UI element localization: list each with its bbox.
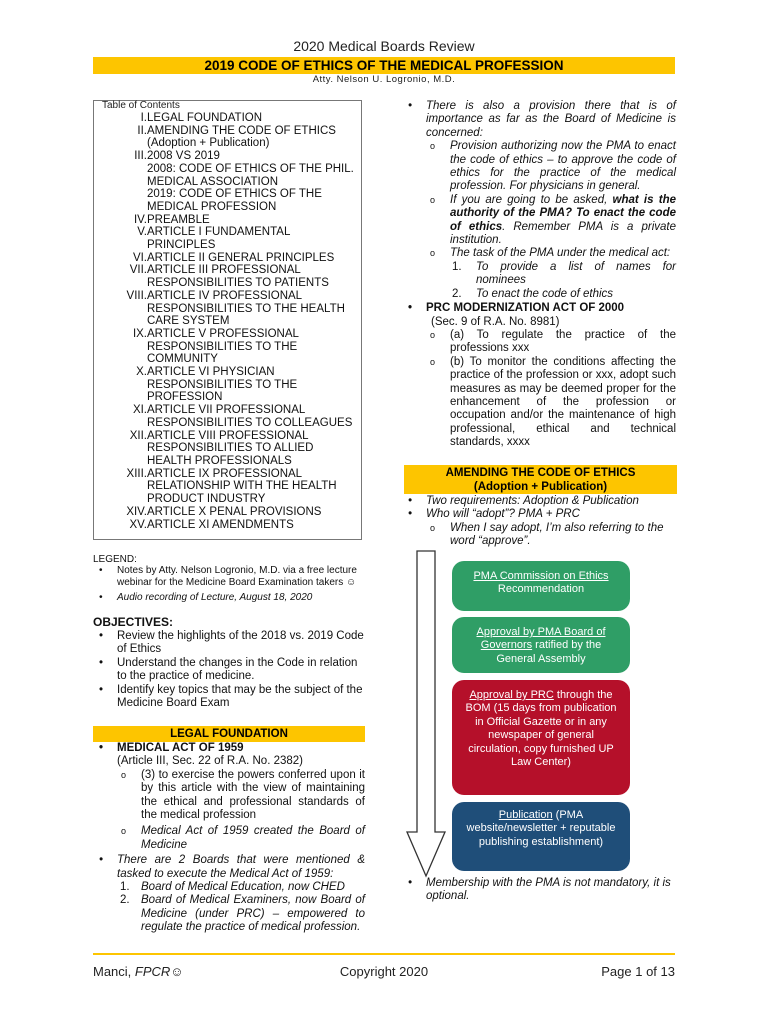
toc-item-text: ARTICLE X PENAL PROVISIONS [147, 505, 322, 518]
toc-item-number: I. [140, 112, 147, 124]
amending-bar-subtitle: (Adoption + Publication) [473, 481, 608, 493]
amending-item-2: • Who will “adopt”? PMA + PRC [402, 508, 676, 521]
footer-divider [93, 953, 675, 955]
toc-item-number: V. [137, 226, 147, 239]
toc-item [94, 519, 361, 532]
membership-text: • Membership with the PMA is not mandatory, it is optional. [402, 877, 676, 904]
smiley-icon: ☺ [170, 964, 184, 979]
toc-item-text: ARTICLE IV PROFESSIONAL RESPONSIBILITIES TO THE HEALTH CARE SYSTEM [147, 289, 345, 328]
toc-item-text: 2008: CODE OF ETHICS OF THE PHIL. MEDICAL ASSOCIATION [147, 162, 354, 188]
toc-item-number: II. [137, 124, 147, 137]
objectives-list [93, 630, 365, 710]
objectives-heading: OBJECTIVES: [93, 615, 174, 629]
flow-box-4-text: (PMA website/newsletter + reputable publishing establishment) [466, 809, 616, 848]
objective-item: • Review the highlights of the 2018 vs. 2019 Code of Ethics [93, 630, 365, 657]
down-arrow-icon [405, 550, 447, 880]
task-text-1: To provide a list of names for nominees [476, 260, 676, 287]
legal-foundation-content [93, 742, 365, 935]
provision-sub-2-b: what is the authority of the PMA? To enact the code of ethics [450, 193, 676, 233]
task-number-1: 1. [452, 260, 462, 273]
legend-audio: • Audio recording of Lecture, August 18, 2020 [93, 592, 365, 604]
flow-box-publication [452, 802, 630, 871]
prc-act-title: • PRC MODERNIZATION ACT OF 2000 [402, 302, 676, 315]
toc-item-text: ARTICLE VIII PROFESSIONAL RESPONSIBILITIES TO ALLIED HEALTH PROFESSIONALS [147, 429, 314, 467]
toc-item-number: VI. [132, 251, 147, 264]
prc-sub-b: o (b) To monitor the conditions affecting the practice of the profession or xxx, adopt such measures as may be deemed proper for the enhancement of the profession or occupation and/or the maintenance of high professional, ethical and technical standards, xxxx [426, 356, 676, 450]
toc-item-text: ARTICLE V PROFESSIONAL RESPONSIBILITIES TO THE COMMUNITY [147, 327, 299, 366]
objective-item: • Identify key topics that may be the subject of the Medicine Board Exam [93, 684, 365, 711]
toc-item [94, 125, 361, 150]
amending-item-1: • Two requirements: Adoption & Publication [402, 495, 676, 508]
toc-item-number: IX. [132, 327, 147, 340]
legend-list [93, 565, 365, 604]
flow-box-3-title: Approval by PRC [469, 689, 554, 701]
toc-item-number: IV. [133, 213, 147, 226]
provision-sub-2 [426, 194, 676, 248]
toc-item-text: ARTICLE XI AMENDMENTS [147, 518, 294, 531]
medical-act-title: • MEDICAL ACT OF 1959 [93, 742, 365, 755]
board-number-2: 2. [120, 894, 130, 907]
toc-item-number: XII. [129, 429, 147, 442]
flow-box-2-title: Approval by PMA Board of Governors [476, 626, 606, 652]
toc-item-text: ARTICLE VI PHYSICIAN RESPONSIBILITIES TO THE PROFESSION [147, 366, 298, 404]
toc-item-text: 2019: CODE OF ETHICS OF THE MEDICAL PROFESSION [147, 188, 322, 213]
flow-box-pma-commission [452, 561, 630, 611]
provision-sub-2-a: If you are going to be asked, [450, 193, 613, 206]
amending-sub-item: o When I say adopt, I’m also referring to the word “approve”. [426, 522, 676, 549]
task-item-1 [426, 261, 676, 288]
toc-item [94, 506, 361, 519]
author-line: Atty. Nelson U. Logronio, M.D. [312, 74, 456, 85]
toc-item-text: ARTICLE IX PROFESSIONAL RELATIONSHIP WITH THE HEALTH PRODUCT INDUSTRY [147, 467, 337, 506]
amending-bar-title: AMENDING THE CODE OF ETHICS [445, 467, 636, 479]
amending-list [402, 495, 676, 549]
board-text-2: Board of Medical Examiners, now Board of Medicine (under PRC) – empowered to regulate the practice of medical profession. [141, 894, 365, 934]
provision-sub-1: o Provision authorizing now the PMA to enact the code of ethics – to approve the code of ethics for the practice of the medical profession. For physicians in general. [426, 140, 676, 194]
toc-item [94, 290, 361, 328]
toc-item-text: (Adoption + Publication) [147, 137, 270, 150]
objective-item: • Understand the changes in the Code in relation to the practice of medicine. [93, 657, 365, 684]
flow-box-prc-approval [452, 680, 630, 795]
provision-intro: • There is also a provision there that is of importance as far as the Board of Medicine is concerned: [402, 100, 676, 140]
toc-item-number: XI. [132, 404, 147, 417]
table-of-contents [93, 100, 362, 540]
legend-notes: • Notes by Atty. Nelson Logronio, M.D. via a free lecture webinar for the Medicine Board Examination takers ☺ [93, 565, 365, 589]
medical-act-sub-1: o (3) to exercise the powers conferred upon it by this article with the view of maintaining the ethical and professional standards of the medical profession [117, 769, 365, 823]
toc-item-text: ARTICLE VII PROFESSIONAL RESPONSIBILITIES TO COLLEAGUES [147, 404, 353, 429]
board-item-1 [117, 881, 365, 894]
toc-item-number: VII. [129, 264, 147, 277]
toc-item-number: III. [134, 150, 147, 163]
toc-title: Table of Contents [102, 100, 180, 111]
legal-foundation-bar: LEGAL FOUNDATION [93, 726, 365, 742]
toc-item-text: AMENDING THE CODE OF ETHICS [147, 124, 336, 137]
toc-item-number: VIII. [126, 289, 147, 302]
toc-item-text: 2008 VS 2019 [147, 150, 220, 163]
toc-item [94, 214, 361, 227]
flow-box-board-of-governors [452, 617, 630, 673]
toc-item [94, 226, 361, 251]
toc-item-text: ARTICLE II GENERAL PRINCIPLES [147, 251, 335, 264]
membership-note [402, 877, 676, 904]
toc-list [94, 112, 361, 531]
toc-item-number: XV. [129, 518, 147, 531]
right-column-top [402, 100, 676, 450]
board-text-1: Board of Medical Education, now CHED [141, 881, 345, 894]
footer-copyright: Copyright 2020 [339, 964, 429, 979]
toc-item [94, 150, 361, 214]
flow-box-2-text: ratified by the General Assembly [496, 639, 602, 665]
legend-label: LEGEND: [93, 554, 137, 565]
toc-item-text: ARTICLE I FUNDAMENTAL PRINCIPLES [147, 226, 290, 252]
prc-sub-a: o (a) To regulate the practice of the professions xxx [426, 329, 676, 356]
toc-item-text: PREAMBLE [147, 213, 210, 226]
toc-item [94, 252, 361, 265]
toc-item-number: XIV. [126, 505, 147, 518]
course-header: 2020 Medical Boards Review [293, 38, 475, 54]
prc-act-ref: (Sec. 9 of R.A. No. 8981) [431, 315, 560, 328]
boards-intro: • There are 2 Boards that were mentioned & tasked to execute the Medical Act of 1959: [93, 854, 365, 881]
medical-act-sub-2: o Medical Act of 1959 created the Board of Medicine [117, 825, 365, 852]
medical-act-ref: (Article III, Sec. 22 of R.A. No. 2382) [117, 755, 303, 768]
toc-item [94, 404, 361, 429]
document-title: 2019 CODE OF ETHICS OF THE MEDICAL PROFESSION [93, 57, 675, 74]
toc-item [94, 264, 361, 289]
footer-author-name: Manci, [93, 964, 135, 979]
flow-box-1-text: Recommendation [497, 583, 585, 596]
provision-sub-3: o The task of the PMA under the medical act: [426, 247, 676, 260]
toc-item [94, 430, 361, 468]
task-item-2 [426, 288, 676, 301]
board-number-1: 1. [120, 881, 130, 894]
task-text-2: To enact the code of ethics [476, 287, 614, 300]
toc-item [94, 366, 361, 404]
amending-bar [404, 465, 677, 494]
flow-box-1-title: PMA Commission on Ethics [473, 570, 609, 582]
toc-item-text: LEGAL FOUNDATION [147, 112, 263, 124]
toc-item-text: ARTICLE III PROFESSIONAL RESPONSIBILITIES TO PATIENTS [147, 264, 329, 290]
flow-box-4-title: Publication [498, 809, 553, 821]
provision-sub-2-c: . Remember PMA is a private institution. [450, 220, 676, 247]
flow-box-3-text: through the BOM (15 days from publication in Official Gazette or in any newspaper of general circulation, copy furnished UP Law Center) [465, 689, 617, 769]
footer-author-role: FPCR [134, 964, 171, 979]
board-item-2 [117, 894, 365, 934]
task-number-2: 2. [452, 287, 462, 300]
toc-item [94, 468, 361, 506]
toc-item [94, 112, 361, 125]
footer-page-number: Page 1 of 13 [601, 964, 675, 979]
toc-item-number: X. [136, 366, 147, 379]
toc-item [94, 328, 361, 366]
toc-item-number: XIII. [126, 467, 147, 480]
